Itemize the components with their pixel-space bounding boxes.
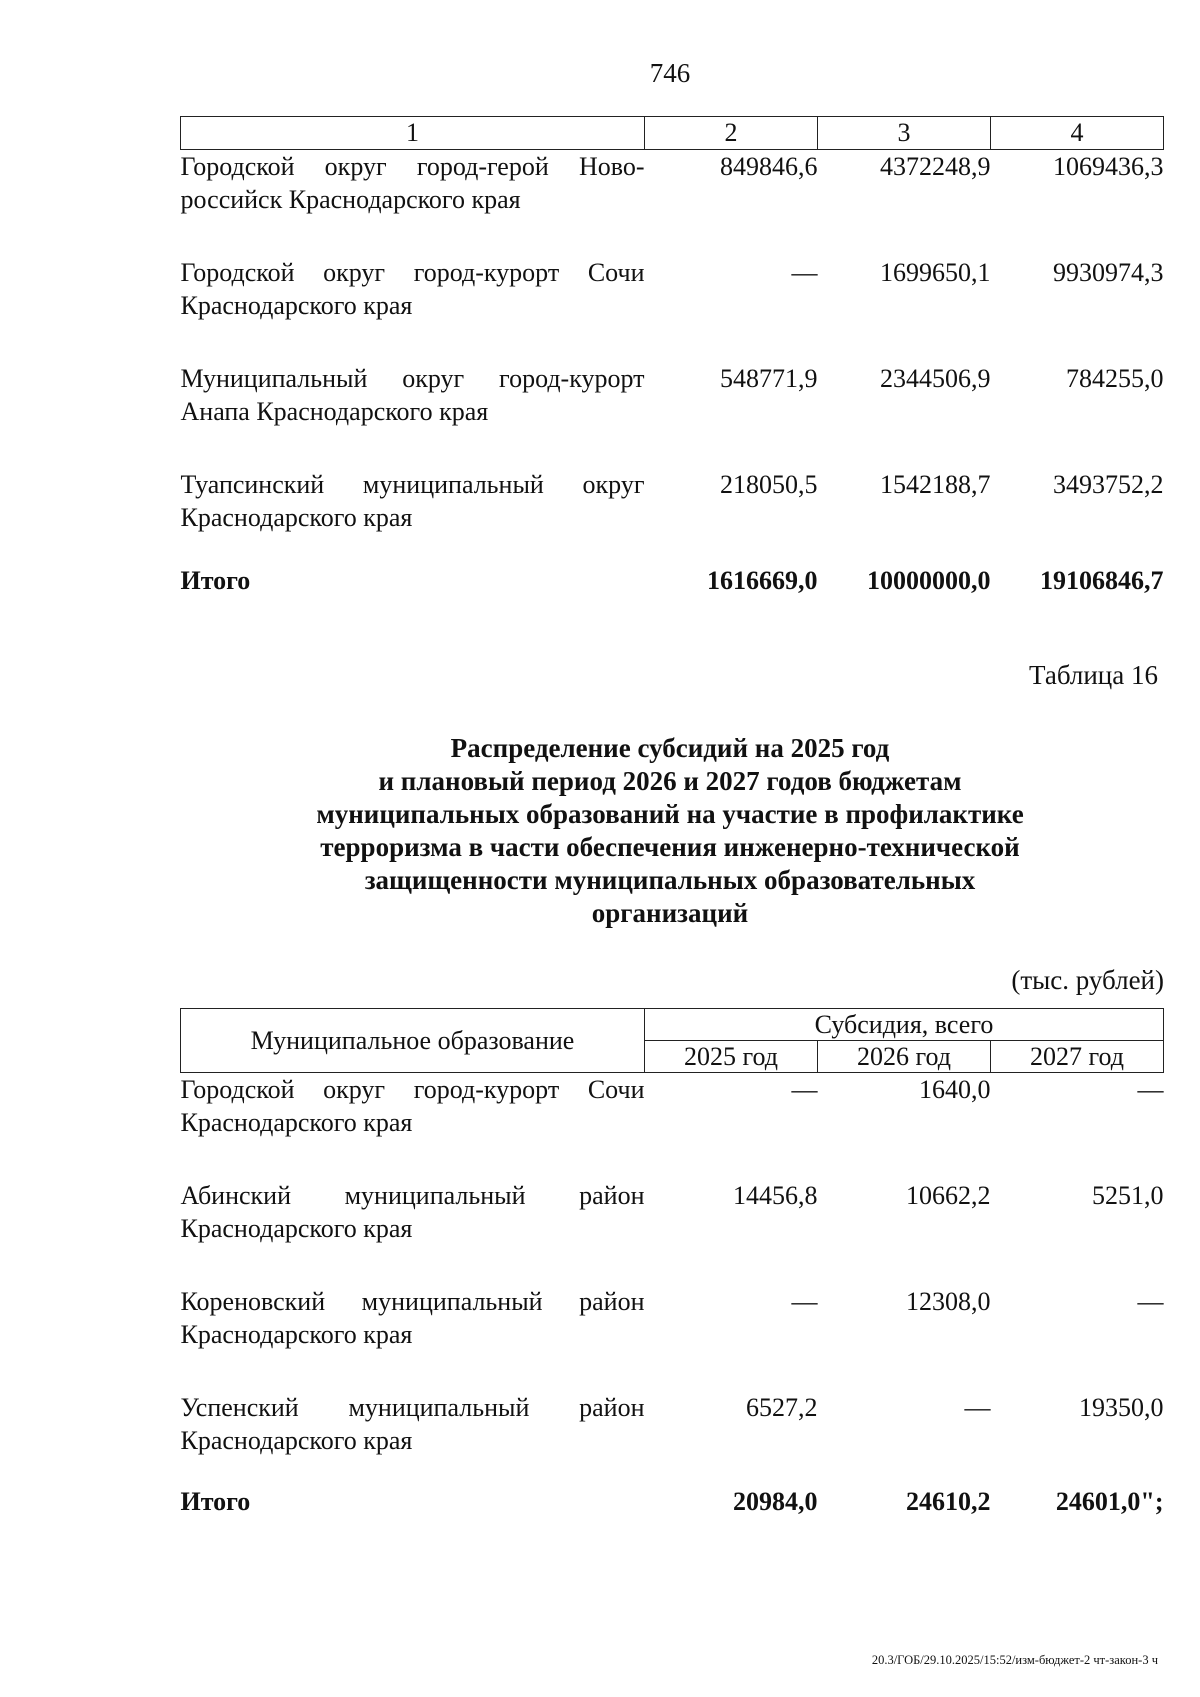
table-15-col-3: 3 [818,117,991,150]
value-col-2: — [791,257,818,287]
value-col-4: 3493752,2 [1053,469,1164,499]
municipality-name: Абинский муниципальный район Краснодарского края [180,1180,645,1243]
page-number: 746 [649,58,691,88]
col-header-year: 2025 год [645,1041,818,1073]
col-header-year: 2027 год [991,1041,1164,1073]
title-line: Распределение субсидий на 2025 год [450,733,890,763]
value-col-4: 1069436,3 [1053,152,1164,181]
value-col-4: 9930974,3 [1053,257,1164,287]
value-2026: 10662,2 [906,1180,991,1210]
units-label: (тыс. рублей) [1011,965,1164,995]
total-2026: 24610,2 [906,1486,991,1516]
value-col-4: 784255,0 [1066,363,1164,393]
table-15-header-row [181,117,1164,150]
value-col-2: 849846,6 [720,152,818,181]
title-line: защищенности муниципальных образовательных [364,865,976,895]
value-2027: 19350,0 [1079,1392,1164,1422]
value-2025: — [791,1075,818,1104]
municipality-name: Городской округ город-курорт Сочи Краснодарского края [180,257,645,320]
value-2025: — [791,1286,818,1316]
municipality-name: Туапсинский муниципальный округ Краснодарского края [180,469,645,532]
value-2026: — [964,1392,991,1422]
total-label: Итого [180,1486,251,1516]
value-2026: 12308,0 [906,1286,991,1316]
value-2027: — [1137,1075,1164,1104]
municipality-name: Успенский муниципальный район Краснодарского края [180,1392,645,1455]
municipality-name: Городской округ город-герой Ново-российск Краснодарского края [180,152,645,214]
table-caption: Таблица 16 [1029,660,1158,690]
title-line: организаций [591,898,749,928]
table-row [181,1285,1164,1391]
municipality-name: Муниципальный округ город-курорт Анапа Краснодарского края [180,363,645,426]
value-2027: — [1137,1286,1164,1316]
total-2025: 20984,0 [733,1486,818,1516]
table-16-header-row [181,1009,1164,1041]
col-header-subsidy: Субсидия, всего [645,1009,1164,1041]
total-row [181,1487,1164,1527]
value-col-3: 4372248,9 [880,152,991,181]
table-row [181,468,1164,566]
value-2026: 1640,0 [919,1075,991,1104]
value-col-3: 1542188,7 [880,469,991,499]
title-line: терроризма в части обеспечения инженерно-технической [320,832,1020,862]
table-row [181,150,1164,256]
total-col-4: 19106846,7 [1040,565,1164,595]
value-col-3: 1699650,1 [880,257,991,287]
table-title [240,732,1100,930]
table-row [181,256,1164,362]
table-15-col-4: 4 [991,117,1164,150]
value-2025: 6527,2 [746,1392,818,1422]
table-row [181,362,1164,468]
municipality-name: Кореновский муниципальный район Краснодарского края [180,1286,645,1349]
total-label: Итого [180,565,251,595]
value-col-3: 2344506,9 [880,363,991,393]
title-line: муниципальных образований на участие в профилактике [316,799,1024,829]
col-header-year: 2026 год [818,1041,991,1073]
value-col-2: 218050,5 [720,469,818,499]
table-row [181,1073,1164,1179]
table-15-col-1: 1 [181,117,645,150]
value-col-2: 548771,9 [720,363,818,393]
table-16 [180,1008,1164,1527]
table-15 [180,116,1164,606]
document-footer-code: 20.3/ГОБ/29.10.2025/15:52/изм-бюджет-2 чт-закон-3 ч [871,1653,1158,1667]
table-row [181,1391,1164,1487]
table-15-col-2: 2 [645,117,818,150]
total-row [181,566,1164,606]
total-col-2: 1616669,0 [707,565,818,595]
value-2025: 14456,8 [733,1180,818,1210]
total-col-3: 10000000,0 [867,565,991,595]
table-row [181,1179,1164,1285]
title-line: и плановый период 2026 и 2027 годов бюджетам [378,766,962,796]
municipality-name: Городской округ город-курорт Сочи Краснодарского края [180,1075,645,1137]
col-header-municipality: Муниципальное образование [181,1009,645,1073]
value-2027: 5251,0 [1092,1180,1164,1210]
total-2027: 24601,0"; [1055,1486,1164,1516]
